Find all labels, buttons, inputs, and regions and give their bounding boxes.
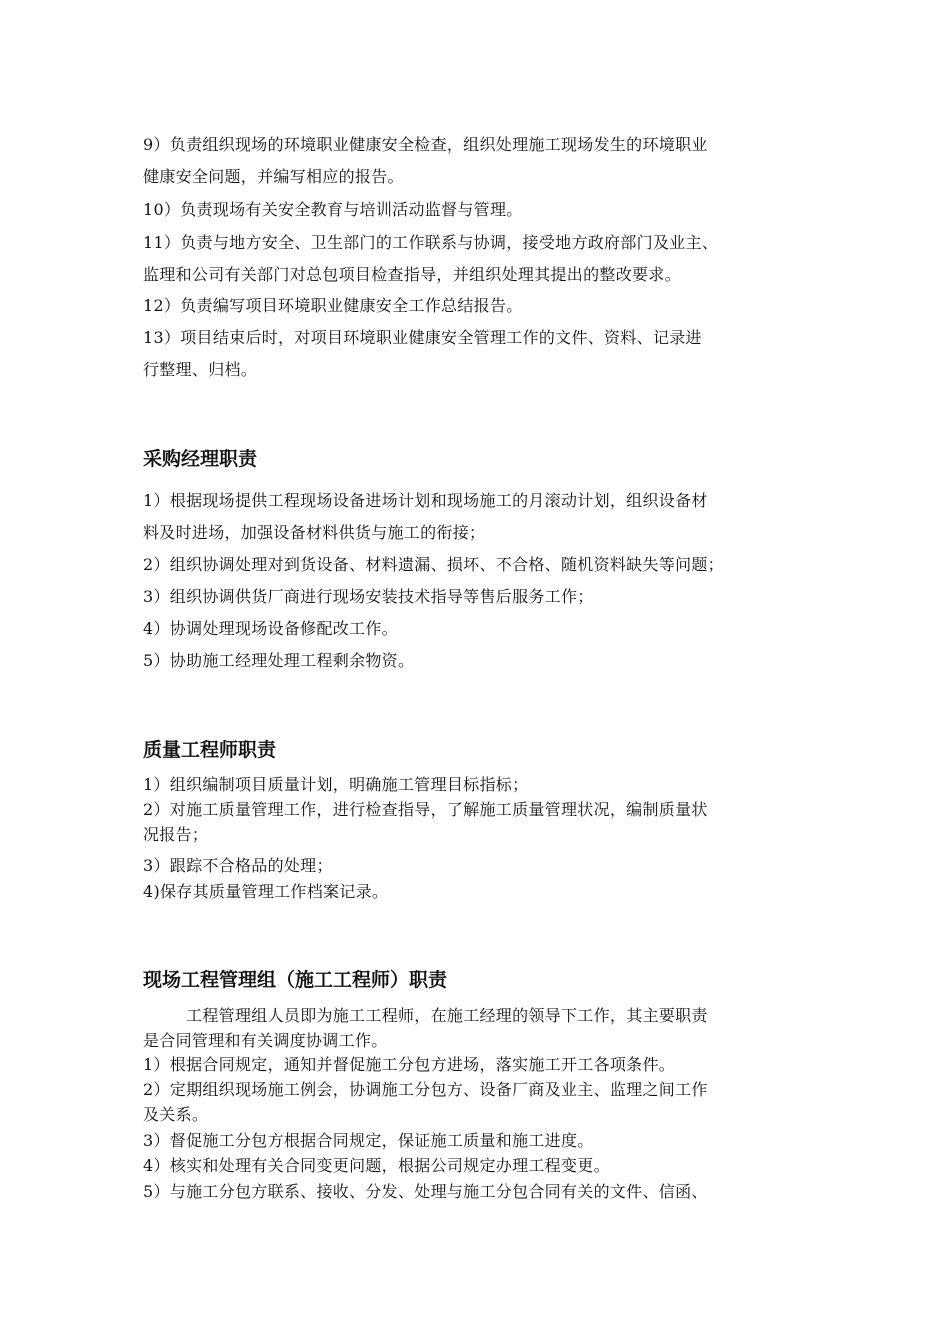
- paragraph-line: 12）负责编写项目环境职业健康安全工作总结报告。: [143, 296, 523, 315]
- paragraph-line: 10）负责现场有关安全教育与培训活动监督与管理。: [143, 200, 523, 219]
- section-heading-site-engineering: 现场工程管理组（施工工程师）职责: [143, 969, 448, 991]
- paragraph-line: 1）组织编制项目质量计划，明确施工管理目标指标；: [143, 775, 529, 794]
- paragraph-line: 3）跟踪不合格品的处理；: [143, 856, 333, 875]
- paragraph-line: 1）根据合同规定，通知并督促施工分包方进场，落实施工开工各项条件。: [143, 1055, 676, 1074]
- paragraph-line: 2）定期组织现场施工例会，协调施工分包方、设备厂商及业主、监理之间工作: [143, 1080, 708, 1099]
- paragraph-line: 2）对施工质量管理工作，进行检查指导，了解施工质量管理状况，编制质量状: [143, 800, 708, 819]
- paragraph-line: 3）组织协调供货厂商进行现场安装技术指导等售后服务工作；: [143, 587, 594, 606]
- paragraph-line: 料及时进场，加强设备材料供货与施工的衔接；: [143, 523, 486, 542]
- paragraph-line: 行整理、归档。: [143, 360, 258, 379]
- paragraph-line: 5）协助施工经理处理工程剩余物资。: [143, 651, 415, 670]
- paragraph-line: 13）项目结束后时，对项目环境职业健康安全管理工作的文件、资料、记录进: [143, 328, 702, 347]
- paragraph-line: 9）负责组织现场的环境职业健康安全检查，组织处理施工现场发生的环境职业: [143, 135, 708, 154]
- paragraph-line: 1）根据现场提供工程现场设备进场计划和现场施工的月滚动计划，组织设备材: [143, 491, 708, 510]
- paragraph-line: 是合同管理和有关调度协调工作。: [143, 1031, 388, 1050]
- paragraph-line: 4）协调处理现场设备修配改工作。: [143, 619, 398, 638]
- paragraph-line: 及关系。: [143, 1105, 209, 1124]
- section-heading-quality: 质量工程师职责: [143, 739, 277, 761]
- paragraph-line: 2）组织协调处理对到货设备、材料遗漏、损坏、不合格、随机资料缺失等问题；: [143, 555, 724, 574]
- paragraph-line: 监理和公司有关部门对总包项目检查指导，并组织处理其提出的整改要求。: [143, 265, 681, 284]
- paragraph-line: 11）负责与地方安全、卫生部门的工作联系与协调，接受地方政府部门及业主、: [143, 233, 719, 252]
- paragraph-line: 健康安全问题，并编写相应的报告。: [143, 167, 404, 186]
- paragraph-line: 5）与施工分包方联系、接收、分发、处理与施工分包合同有关的文件、信函、: [143, 1182, 708, 1201]
- paragraph-line: 3）督促施工分包方根据合同规定，保证施工质量和施工进度。: [143, 1131, 594, 1150]
- paragraph-line: 况报告；: [143, 825, 209, 844]
- paragraph-line: 4）核实和处理有关合同变更问题，根据公司规定办理工程变更。: [143, 1156, 610, 1175]
- section-heading-procurement: 采购经理职责: [143, 448, 258, 470]
- paragraph-line: 工程管理组人员即为施工工程师，在施工经理的领导下工作，其主要职责: [143, 1006, 708, 1025]
- paragraph-line: 4)保存其质量管理工作档案记录。: [143, 882, 389, 901]
